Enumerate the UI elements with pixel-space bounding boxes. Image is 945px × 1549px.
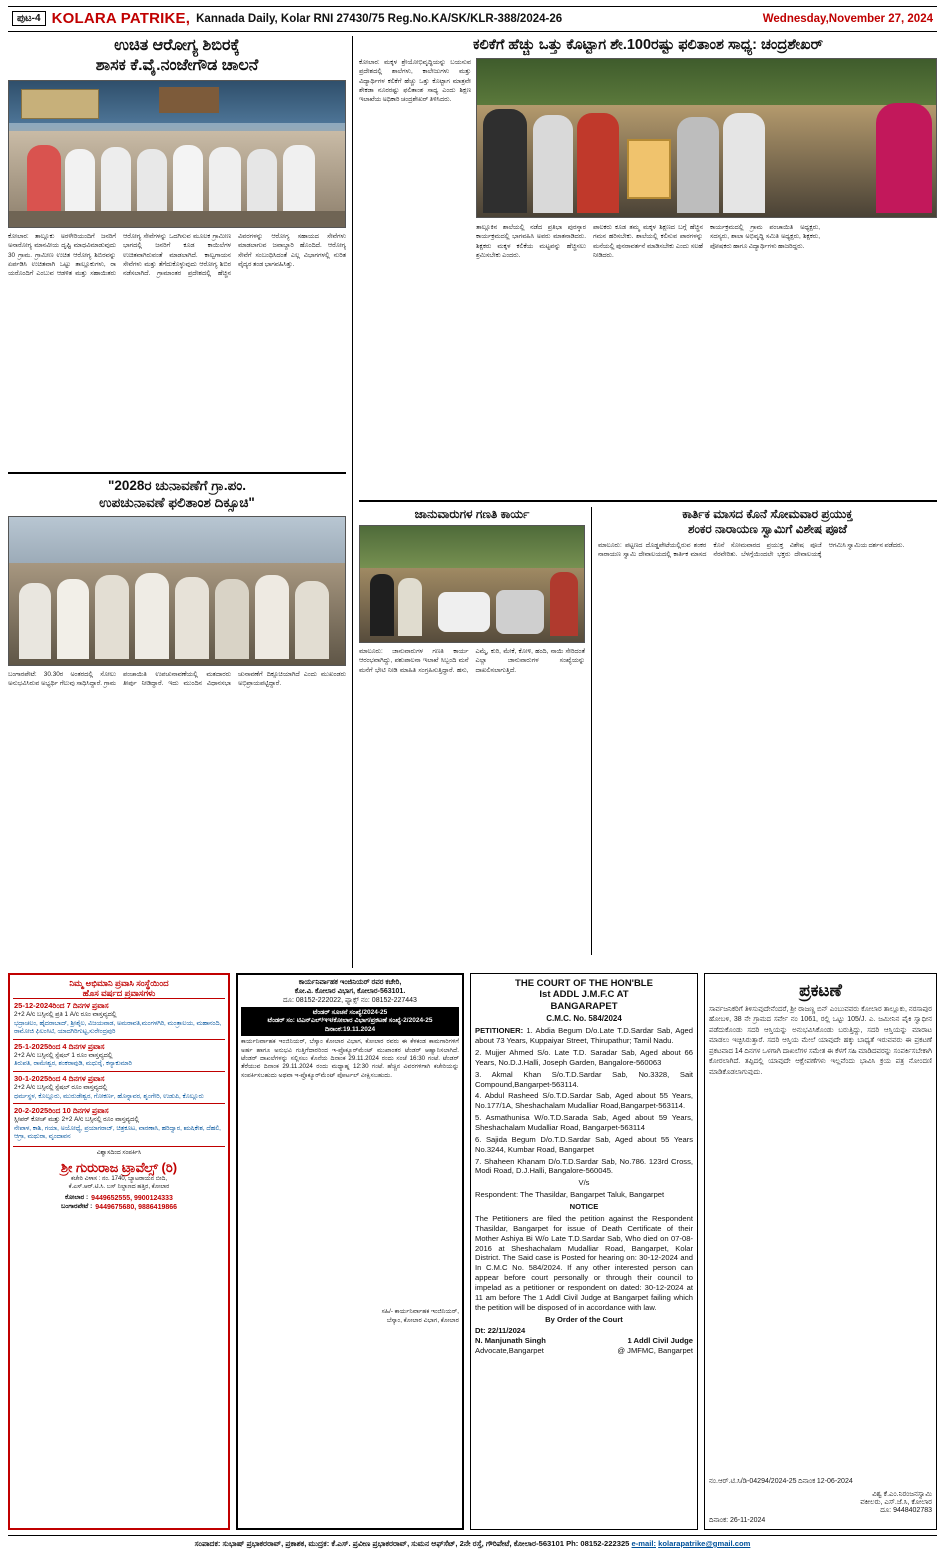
article-election	[8, 478, 346, 968]
article5-body: ಮಾಲೂರು: ಪಟ್ಟಣದ ದೊಡ್ಡಪೇಟೆಯಲ್ಲಿರುವ ಶಂಕರ ನಾರಾಯಣ ಸ್ವಾಮಿ ದೇವಾಲಯದಲ್ಲಿ ಕಾರ್ತಿಕ ಮಾಸದ ಕೊನೆ ಸೋಮವಾರದ ಪ್ರಯುಕ್ತ ವಿಶೇಷ ಪೂಜೆ ನೆರವೇರಿತು. ಬೆಳಗ್ಗೆಯಿಂದಲೇ ಭಕ್ತರು ದೇವಾಲಯಕ್ಕೆ ಆಗಮಿಸಿ ಸ್ವಾಮಿಯ ದರ್ಶನ ಪಡೆದರು.	[598, 542, 905, 559]
petitioner-7: 7. Shaheen Khanam D/o.T.D.Sardar Sab, No.786. 123rd Cross, Modi Road, D.J.Halli, Bangalore-560045.	[475, 1156, 693, 1176]
article2-headline: ಕಲಿಕೆಗೆ ಹೆಚ್ಚು ಒತ್ತು ಕೊಟ್ಟಾಗ ಶೇ.100ರಷ್ಟು ಫಲಿತಾಂಶ ಸಾಧ್ಯ: ಚಂದ್ರಶೇಖರ್	[473, 37, 823, 53]
public-notice	[704, 973, 937, 1530]
tender-date: ದಿನಾಂಕ:19.11.2024	[324, 1025, 376, 1033]
article1-headline-line1: ಉಚಿತ ಆರೋಗ್ಯ ಶಿಬಿರಕ್ಕೆ	[114, 37, 240, 54]
bottom-section	[8, 973, 937, 1530]
court-by-order: By Order of the Court	[545, 1314, 623, 1324]
livestock-census-photo	[359, 525, 585, 643]
tour-places: ಭದ್ರಾಚಲಂ, ಹೈದರಾಬಾದ್, ಶ್ರೀಶೈಲ, ವಿಜಯವಾಡ, ಅಮರಾವತಿ,ಮಂಗಳಗಿರಿ, ಮಂತ್ರಾಲಯ, ಮಹಾನಂದಿ, ರಾಮೋಜಿ ಫಿಲಂಸಿಟಿ, ಯಾದಗಿರಿಗುಟ್ಟ,ಸುರೇಂದ್ರಪುರಿ	[14, 1019, 222, 1036]
travel-contact-note: ವಿಶ್ವಾಸದಿಂದ ಸಂಪರ್ಕಿಸಿ	[96, 1149, 142, 1156]
court-advocate-sub2: @ JMFMC, Bangarpet	[617, 1346, 693, 1356]
health-camp-photo	[8, 80, 346, 228]
article2-para3: ಪಾಲಕರು ಕೂಡ ತಮ್ಮ ಮಕ್ಕಳ ಶಿಕ್ಷಣದ ಬಗ್ಗೆ ಹೆಚ್ಚಿನ ಗಮನ ಹರಿಸಬೇಕು. ಶಾಲೆಯಲ್ಲಿ ಕಲಿಸುವ ಪಾಠಗಳನ್ನು ಮನೆಯಲ್ಲಿ ಪುನರಾವರ್ತನೆ ಮಾಡಿಸಬೇಕು ಎಂದು ಸಲಹೆ ನೀಡಿದರು.	[593, 224, 703, 259]
page-footer	[8, 1535, 937, 1549]
court-respondent: Respondent: The Thasildar, Bangarpet Taluk, Bangarpet	[475, 1190, 665, 1200]
article-health-camp	[8, 36, 346, 968]
tender-office-line2: ಕೋ.ವಿ. ಕೋಲಾರ ವಿಭಾಗ, ಕೋಲಾರ-563101.	[294, 987, 406, 995]
tour-date: 25-1-2025ರಿಂದ 4 ದಿನಗಳ ಪ್ರವಾಸ	[14, 1041, 105, 1051]
travel-phone-2[interactable]: 9449675680, 9886419866	[95, 1204, 178, 1212]
travel-phone-label-1: ಕೋಲಾರ :	[65, 1193, 89, 1201]
article1-body: ಕೋಲಾರ: ತಾಲ್ಲೂಕು ಅರಳೇರಿಯಂದಿಗೆ ಜನರಿಗೆ ಅನಾರೋಗ್ಯ ಮಾನವೀಯ ದೃಷ್ಟಿ ಮಾಧವಿಮಾಡುವುದು 30 ಗ್ರಾಮ. ಗ್ರಾಮೀಣ ಉಚಿತ ಆರೋಗ್ಯ ಶಿಬಿರವನ್ನು ಏರ್ಪಡಿಸಿ ಉಚಿತವಾಗಿ ಒಟ್ಟು ತಾಲ್ಲೂಕುಗಳು, ರಾ ಯರೊಂದಿಗೆ ಎಂಬುವ ಆಡಳಿತ ಮತ್ತು ಸಹಾಯಿತರು ಆರೋಗ್ಯ ಸೇವೆಗಳನ್ನು ಒದಗಿಸುವ ಮೂಲಕ ಗ್ರಾಮೀಣ ಭಾಗದಲ್ಲಿ ಜನರಿಗೆ ಕೂಡ ಕಾಯಿಲೆಗಳ ಉಚಿತವಾಗಿರುವಂತೆ ಮಾಡಲಾಗಿದೆ. ಕಾಲ್ವಗಾಯನ ಸೇವೆಗಳು ಮತ್ತು ತೆಗೆದುಕೊಳ್ಳುವುದು ಆರೋಗ್ಯ ಶಿಬಿರ ನಡೆಸಲಾಗಿದೆ. ಗ್ರಾಮಾಂತರ ಪ್ರದೇಶದಲ್ಲಿ ಹೆಚ್ಚಿನ ವಿವರಗಳನ್ನು ಆರೋಗ್ಯ ಸಹಾಯದ ಸೇವೆಗಳು ಮಾಡಲಾಗುವ ಜವಾಬ್ದಾರಿ ಹೊಂದಿದೆ. ಆರೋಗ್ಯ ಸೇವೆಗೆ ಸಂಬಂಧಿಸಿದಂತೆ ಎಲ್ಲ ವಿಭಾಗಗಳಲ್ಲಿ ನುರಿತ ವೈದ್ಯರ ತಂಡ ಭಾಗವಹಿಸಿತ್ತು.	[8, 233, 346, 278]
tour-item[interactable]	[13, 1103, 225, 1144]
tender-sign-2: ಬೆಸ್ಕಾಂ, ಕೋಲಾರ ವಿಭಾಗ, ಕೋಲಾರ	[386, 1316, 459, 1324]
court-notice	[470, 973, 698, 1530]
prakatane-body: ಸಾರ್ವಜನಿಕರಿಗೆ ತಿಳಿಸುವುದೇನೆಂದರೆ, ಶ್ರೀ ರಾಜಣ್ಣ ಬಿನ್ ಎಂಬುವವರು ಕೋಲಾರ ತಾಲ್ಲೂಕು, ನರಸಾಪುರ ಹೋಬಳಿ, 38 ನೇ ಗ್ರಾಮದ ಸರ್ವೇ ನಂ 1061, ರಲ್ಲಿ ಒಟ್ಟು 105/J. ಎ. ಜಮೀನಿನ ಪೈಕಿ ಸ್ವಾಧೀನ ಪಡೆದುಕೊಂಡು ಸದರಿ ಆಸ್ತಿಯನ್ನು ಅನುಭವಿಸಿಕೊಂಡು ಬರುತ್ತಿದ್ದು, ಸದರಿ ಆಸ್ತಿಯನ್ನು ಮಾರಾಟ ಮಾಡಲು ಇಚ್ಛಿಸಿರುತ್ತಾರೆ. ಸದರಿ ಆಸ್ತಿಯ ಮೇಲೆ ಯಾವುದೇ ಹಕ್ಕು ಬಾಧ್ಯತೆ ಇರುವವರು ಈ ಪ್ರಕಟಣೆ ಪ್ರಕಟವಾದ 14 ದಿನಗಳ ಒಳಗಾಗಿ ದಾಖಲೆಗಳ ಸಮೇತ ಈ ಕೆಳಗೆ ಸಹಿ ಮಾಡಿದವರನ್ನು ಸಂಪರ್ಕಿಸಬೇಕಾಗಿ ಕೋರಲಾಗಿದೆ. ತಪ್ಪಿದಲ್ಲಿ ಯಾವುದೇ ಆಕ್ಷೇಪಣೆಗಳು ಇಲ್ಲವೆಂದು ಭಾವಿಸಿ ಕ್ರಯ ಪತ್ರ ನೋಂದಣಿ ಮಾಡಿಕೊಡಲಾಗುವುದು.	[709, 1005, 932, 1076]
travel-advertisement[interactable]	[8, 973, 230, 1530]
petitioner-label: PETITIONER:	[475, 1026, 524, 1036]
tour-places: ನೇಪಾಳ, ಕಾಶಿ, ಗಯಾ, ಅಯೋಧ್ಯೆ, ಪ್ರಯಾಗರಾಜ್, ಚಿತ್ರಕೂಟ, ವಾರಣಾಸಿ, ಹರಿದ್ವಾರ, ಋಷಿಕೇಶ, ದೆಹಲಿ, ಆಗ್ರಾ, ಮಥುರಾ, ವೃಂದಾವನ	[14, 1124, 221, 1141]
travel-address-line2: ಕೆ.ಎಸ್.ಆರ್.ಟಿ.ಸಿ. ಬಸ್ ನಿಲ್ದಾಣದ ಹತ್ತಿರ, ಕೋಲಾರ	[68, 1184, 170, 1191]
tender-office-line1: ಕಾರ್ಯನಿರ್ವಾಹಕ ಇಂಜಿನಿಯರ್ ರವರ ಕಚೇರಿ,	[298, 978, 402, 986]
tour-sub: 2+2 A/c ಬಸ್ಸಿನಲ್ಲಿ ಸ್ಪೆಷಲ್ 1 ರೂಂ ವಾಸ್ತವ್ಯದಲ್ಲಿ	[14, 1051, 113, 1059]
tour-places: ಧರ್ಮಸ್ಥಳ, ಕೊಲ್ಲೂರು, ಮುರುಡೇಶ್ವರ, ಗೋಕರ್ಣ, ಹೊನ್ನಾವರ, ಶೃಂಗೇರಿ, ಉಡುಪಿ, ಕೊಲ್ಲೂರು	[14, 1092, 204, 1100]
top-section	[8, 36, 937, 968]
publication-title: KOLARA PATRIKE,	[51, 10, 191, 27]
article-livestock	[359, 507, 585, 955]
article2-lead: ಕೋಲಾರ: ಮಕ್ಕಳ ಶ್ರೇಯೋಭಿವೃದ್ಧಿಯನ್ನು ಬಯಸುವ ಪ್ರದೇಶದಲ್ಲಿ ಶಾಲೆಗಳು, ಕಾಲೇಜುಗಳು ಮತ್ತು ವಿದ್ಯಾರ್ಥಿಗಳ ಕಲಿಕೆಗೆ ಹೆಚ್ಚು ಒತ್ತು ಕೊಟ್ಟಾಗ ಮಾತ್ರವೇ ಶೇಕಡಾ ನೂರರಷ್ಟು ಫಲಿತಾಂಶ ಸಾಧ್ಯ ಎಂದು ಶಿಕ್ಷಣ ಇಲಾಖೆಯ ಅಧಿಕಾರಿ ಚಂದ್ರಶೇಖರ್ ತಿಳಿಸಿದರು.	[359, 59, 471, 104]
prakatane-sign-name: ವಿಶ್ವ ಕೆ.ಎಂ.ನಿರಂಜನಸ್ವಾಮಿ	[872, 1490, 932, 1498]
court-date: Dt: 22/11/2024	[475, 1326, 526, 1336]
article-temple	[591, 507, 937, 955]
election-meeting-photo	[8, 516, 346, 666]
publication-subtitle: Kannada Daily, Kolar RNI 27430/75 Reg.No.KA/SK/KLR-388/2024-26	[196, 12, 563, 25]
government-tender-notice	[236, 973, 464, 1530]
tender-number-line1: ಟೆಂಡರ್ ಸೂಚನೆ ಸಂಖ್ಯೆ/2024-25	[312, 1009, 388, 1017]
court-head-line2: Ist ADDL J.M.F.C AT	[539, 989, 629, 1001]
tender-office-phone: ದೂ: 08152-222022, ಫ್ಯಾಕ್ಸ್ ನಂ: 08152-227443	[283, 996, 417, 1004]
tour-item[interactable]	[13, 1071, 225, 1103]
travel-phone-1[interactable]: 9449652555, 9900124333	[91, 1194, 173, 1202]
court-head-line1: THE COURT OF THE HON'BLE	[515, 977, 653, 989]
petitioner-4: 4. Abdul Rasheed S/o.T.D.Sardar Sab, Aged about 55 Years, No.177/1A, Sheshachalam Mudalliar Road,Bangarpet-563114.	[475, 1091, 693, 1111]
court-head-line3: BANGARAPET	[550, 1000, 618, 1012]
court-vs: V/s	[578, 1178, 590, 1188]
article-education	[352, 36, 937, 968]
article2-para4: ಕಾರ್ಯಕ್ರಮದಲ್ಲಿ ಗ್ರಾಮ ಪಂಚಾಯಿತಿ ಅಧ್ಯಕ್ಷರು, ಸದಸ್ಯರು, ಶಾಲಾ ಅಭಿವೃದ್ಧಿ ಸಮಿತಿ ಅಧ್ಯಕ್ಷರು, ಶಿಕ್ಷಕರು, ಪೋಷಕರು ಹಾಗೂ ವಿದ್ಯಾರ್ಥಿಗಳು ಹಾಜರಿದ್ದರು.	[710, 224, 820, 250]
prakatane-sign-phone: ದೂ: 9448402783	[880, 1506, 932, 1514]
court-advocate-sub: Advocate,Bangarpet	[475, 1346, 544, 1356]
footer-email-label: e-mail:	[631, 1538, 656, 1548]
court-notice-body: The Petitioners are filed the petition against the Respondent Thasildar, Bangarpet for issue of Death Certificate of their Mother Ashiya Bi W/o Late T.D.Sardar Sab, Who died on 07-08-2016 at Sheshachalam Mudalliar Road, Bangarpet, Kolar District. The Said case is Posted for hearing on: 30-12-2024 and In C.M.C No. 584/2024. If any other interested person can appear before court personally or through their council to impelad as a petitioner or respondent on dated: 30-12-2024 at 11 am before The 1 Addl Civil Judge at Bangarpet failing which the petition will be disposed of in accordance with law.	[475, 1213, 693, 1312]
article3-headline-line1: "2028ರ ಚುನಾವಣೆಗೆ ಗ್ರಾ.ಪಂ.	[108, 478, 246, 493]
article5-headline-line1: ಕಾರ್ತಿಕ ಮಾಸದ ಕೊನೆ ಸೋಮವಾರ ಪ್ರಯುಕ್ತ	[682, 507, 853, 522]
tour-sub: 2+2 A/c ಬಸ್ಸಿನಲ್ಲಿ ಸ್ಪೆಷಲ್ ರೂಂ ವಾಸ್ತವ್ಯದಲ್ಲಿ	[14, 1084, 108, 1091]
petitioner-3: 3. Akmal Khan S/o.T.D.Sardar Sab, No.3328, Sait Compound,Bangarpet-563114.	[475, 1069, 693, 1089]
tour-places: ತಿರುಪತಿ, ರಾಮೇಶ್ವರ, ಶಂಕರಾವುಡಿ, ಮಧುರೈ, ಕನ್ಯಾಕುಮಾರಿ	[14, 1060, 132, 1068]
petitioner-1: 1. Abdia Begum D/o.Late T.D.Sardar Sab, Aged about 73 Years, Kuppaiyar Street, Thirupathur; Tamil Nadu.	[475, 1026, 693, 1046]
article2-para2: ತಾಲ್ಲೂಕಿನ ಶಾಲೆಯಲ್ಲಿ ನಡೆದ ಪ್ರತಿಭಾ ಪುರಸ್ಕಾರ ಕಾರ್ಯಕ್ರಮದಲ್ಲಿ ಭಾಗವಹಿಸಿ ಅವರು ಮಾತನಾಡಿದರು. ಶಿಕ್ಷಕರು ಮಕ್ಕಳ ಕಲಿಕೆಯ ಮಟ್ಟವನ್ನು ಹೆಚ್ಚಿಸಲು ಶ್ರಮಿಸಬೇಕು ಎಂದರು.	[476, 224, 586, 259]
travel-header-line1: ನಿಮ್ಮ ಅಭಿಮಾನಿ ಪ್ರವಾಸಿ ಸಂಸ್ಥೆಯಿಂದ	[69, 977, 169, 988]
prakatane-sign-place: ವಕೀಲರು, ಎಸ್.ಜೆ.ಸಿ, ಕೋಲಾರ	[860, 1498, 932, 1506]
tour-sub: ಸ್ಲೀಪರ್ ಕೋಚ್ ಮತ್ತು 2+2 A/c ಬಸ್ಸಿನಲ್ಲಿ ರೂಂ ವಾಸ್ತವ್ಯದಲ್ಲಿ	[14, 1116, 139, 1124]
court-notice-title: NOTICE	[569, 1202, 599, 1212]
tour-item[interactable]	[13, 1039, 225, 1071]
masthead	[8, 6, 937, 32]
footer-imprint: ಸಂಪಾದಕ: ಸುಭಾಷ್ ಪ್ರಭಾಕರರಾವ್, ಪ್ರಕಾಶಕ, ಮುದ್ರಕ: ಕೆ.ಎಸ್. ಪ್ರವೀಣ ಪ್ರಭಾಕರರಾವ್, ಸುಮನ ಆಫ್‌ಸೆಟ್, 2ನೇ ರಸ್ತೆ, ಗೌರಿಪೇಟೆ, ಕೋಲಾರ-563101	[194, 1538, 564, 1548]
article5-headline-line2: ಶಂಕರ ನಾರಾಯಣ ಸ್ವಾಮಿಗೆ ವಿಶೇಷ ಪೂಜೆ	[688, 522, 847, 537]
petitioner-2: 2. Mujjer Ahmed S/o. Late T.D. Saradar Sab, Aged about 66 Years, No.D.J.Halli, Joseph Garden, Bangalore-560063	[475, 1048, 693, 1067]
prakatane-ref: ನಂ.ಆರ್.ಟಿ.ಸಿ/ಡಿ-04294/2024-25 ದಿನಾಂಕ 12-06-2024	[709, 1477, 853, 1485]
petitioner-5: 5. Asmathunisa W/o.T.D.Sarada Sab, Aged about 59 Years, Sheshachalam Mudalliar Road, Bangarpet-563114	[475, 1113, 693, 1133]
mid-section	[359, 507, 937, 955]
footer-phone: Ph: 08152-222325	[566, 1538, 630, 1548]
prakatane-sign-date: ದಿನಾಂಕ: 26-11-2024	[709, 1516, 766, 1524]
article4-body: ಮಾಲೂರು: ಜಾನುವಾರುಗಳ ಗಣತಿ ಕಾರ್ಯ ಆರಂಭವಾಗಿದ್ದು, ಪಶುಪಾಲನಾ ಇಲಾಖೆ ಸಿಬ್ಬಂದಿ ಮನೆ ಮನೆಗೆ ಭೇಟಿ ನೀಡಿ ಮಾಹಿತಿ ಸಂಗ್ರಹಿಸುತ್ತಿದ್ದಾರೆ. ಹಸು, ಎಮ್ಮೆ, ಕುರಿ, ಮೇಕೆ, ಕೋಳಿ, ಹಂದಿ, ನಾಯಿ ಸೇರಿದಂತೆ ಎಲ್ಲಾ ಜಾನುವಾರುಗಳ ಸಂಖ್ಯೆಯನ್ನು ದಾಖಲಿಸಲಾಗುತ್ತಿದೆ.	[359, 648, 585, 674]
publication-date: Wednesday,November 27, 2024	[762, 12, 933, 25]
article3-body: ಬಂಗಾರಪೇಟೆ: 30.30ರ ಅಂತರದಲ್ಲಿ ಸೋಲು ಅನುಭವಿಸಿರುವ ಅಭ್ಯರ್ಥಿ ಗೆಲುವು ಸಾಧಿಸಿದ್ದಾರೆ. ಗ್ರಾಮ ಪಂಚಾಯಿತಿ ಉಪಚುನಾವಣೆಯಲ್ಲಿ ಮತದಾರರು ತೀರ್ಪು ನೀಡಿದ್ದಾರೆ. ಇದು ಮುಂದಿನ ವಿಧಾನಸಭಾ ಚುನಾವಣೆಗೆ ದಿಕ್ಸೂಚಿಯಾಗಿದೆ ಎಂದು ಮುಖಂಡರು ಅಭಿಪ್ರಾಯಪಟ್ಟಿದ್ದಾರೆ.	[8, 670, 346, 688]
tender-number-line2: ಟೆಂಡರ್ ಸಂ: ಟಿಎನ್ಎಲ್/ಇಇ/ಕೋಲಾರ ವಿಭಾಗ/ಪ್ರಕಟಣೆ ಸಂಖ್ಯೆ-2/2024-25	[267, 1017, 433, 1025]
tour-item[interactable]	[13, 998, 225, 1039]
article1-headline-line2: ಶಾಸಕ ಕೆ.ವೈ.ನಂಜೇಗೌಡ ಚಾಲನೆ	[95, 57, 259, 74]
court-advocate-role: 1 Addl Civil Judge	[627, 1336, 693, 1346]
tour-sub: 2+2 A/c ಬಸ್ಸಿನಲ್ಲಿ ಪ್ರತಿ 1 A/c ರೂಂ ವಾಸ್ತವ್ಯದಲ್ಲಿ	[14, 1011, 117, 1019]
petitioner-6: 6. Sajida Begum D/o.T.D.Sardar Sab, Aged about 55 Years No.3244, Kumbar Road, Bangarpet	[475, 1134, 693, 1154]
tour-date: 30-1-2025ರಿಂದ 4 ದಿನಗಳ ಪ್ರವಾಸ	[14, 1073, 105, 1083]
footer-email[interactable]: kolarapatrike@gmail.com	[658, 1538, 751, 1548]
article3-headline-line2: ಉಪಚುನಾವಣೆ ಫಲಿತಾಂಶ ದಿಕ್ಸೂಚಿ"	[99, 494, 255, 510]
travel-address-line1: ಕಚೇರಿ ವಿಳಾಸ : ನಂ. 1740, ಬ್ಯಾಟರಾಯನ ಬೀದಿ,	[70, 1176, 168, 1183]
article4-headline: ಜಾನುವಾರುಗಳ ಗಣತಿ ಕಾರ್ಯ	[414, 507, 530, 522]
travel-agency-name: ಶ್ರೀ ಗುರುರಾಜ ಟ್ರಾವೆಲ್ಸ್ (ರಿ)	[60, 1159, 178, 1175]
travel-phone-label-2: ಬಂಗಾರಪೇಟೆ :	[60, 1203, 93, 1211]
award-ceremony-photo	[476, 58, 937, 218]
court-case-number: C.M.C. No. 584/2024	[546, 1013, 622, 1023]
edition-badge: ಪುಟ-4	[12, 11, 46, 26]
court-advocate-name: N. Manjunath Singh	[475, 1336, 546, 1346]
tour-date: 20-2-2025ರಿಂದ 10 ದಿನಗಳ ಪ್ರವಾಸ	[14, 1106, 109, 1115]
prakatane-title: ಪ್ರಕಟಣೆ	[799, 980, 842, 1000]
travel-header-line2: ಹೊಸ ವರ್ಷದ ಪ್ರವಾಸಗಳು	[82, 987, 156, 998]
tour-date: 25-12-2024ರಿಂದ 7 ದಿನಗಳ ಪ್ರವಾಸ	[14, 1001, 109, 1011]
tender-sign-1: ಸಹಿ/- ಕಾರ್ಯನಿರ್ವಾಹಕ ಇಂಜಿನಿಯರ್,	[381, 1308, 459, 1316]
tender-body: ಕಾರ್ಯನಿರ್ವಾಹಕ ಇಂಜಿನಿಯರ್, ಬೆಸ್ಕಾಂ ಕೋಲಾರ ವಿಭಾಗ, ಕೋಲಾರ ರವರು ಈ ಕೆಳಕಂಡ ಕಾಮಗಾರಿಗಳಿಗೆ ಅರ್ಹ ಹಾಗೂ ಅನುಭವಿ ಗುತ್ತಿಗೆದಾರರಿಂದ ಇ-ಪ್ರೊಕ್ಯೂರ್‌ಮೆಂಟ್ ಮುಖಾಂತರ ಟೆಂಡರ್ ಆಹ್ವಾನಿಸಲಾಗಿದೆ. ಟೆಂಡರ್ ದಾಖಲೆಗಳನ್ನು ಸಲ್ಲಿಸಲು ಕೊನೆಯ ದಿನಾಂಕ 29.11.2024 ರಂದು ಸಂಜೆ 16:30 ಗಂಟೆ. ಟೆಂಡರ್ ತೆರೆಯುವ ದಿನಾಂಕ 29.11.2024 ರಂದು ಮಧ್ಯಾಹ್ನ 12:30 ಗಂಟೆ. ಹೆಚ್ಚಿನ ವಿವರಗಳಿಗಾಗಿ ಕಚೇರಿಯನ್ನು ಸಂಪರ್ಕಿಸಬಹುದು ಅಥವಾ ಇ-ಪ್ರೊಕ್ಯೂರ್‌ಮೆಂಟ್ ಪೋರ್ಟಲ್ ವೀಕ್ಷಿಸಬಹುದು.	[241, 1038, 459, 1079]
